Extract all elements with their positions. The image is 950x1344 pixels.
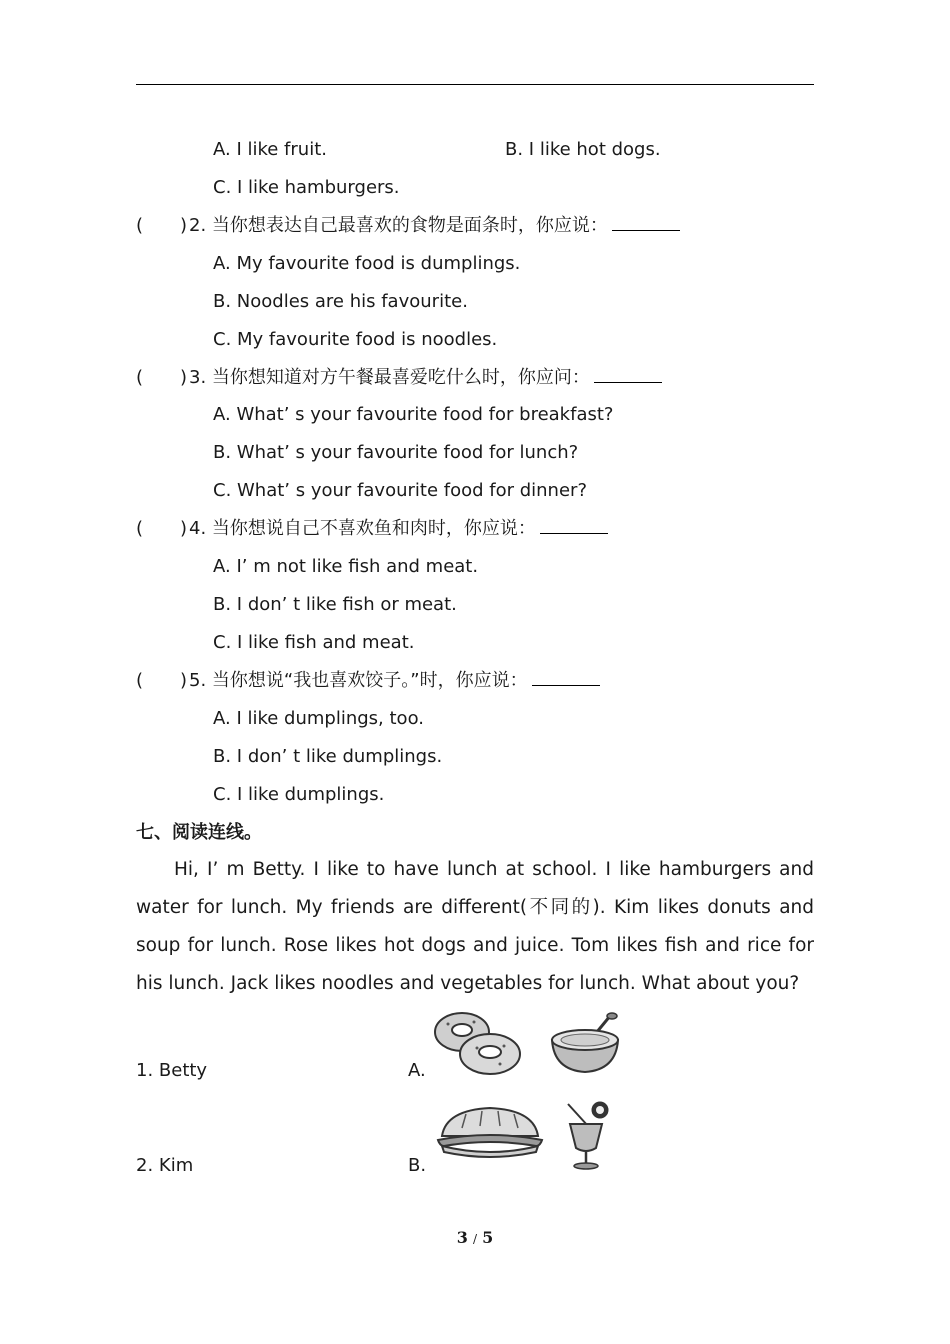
- answer-paren[interactable]: (: [136, 215, 144, 236]
- q5-option-c[interactable]: C. I like dumplings.: [213, 784, 385, 805]
- juice-glass-icon[interactable]: [558, 1098, 614, 1172]
- answer-blank[interactable]: [594, 366, 662, 383]
- answer-paren[interactable]: (: [136, 670, 144, 691]
- q2-option-a[interactable]: A. My favourite food is dumplings.: [213, 253, 521, 274]
- q2-option-b[interactable]: B. Noodles are his favourite.: [213, 291, 468, 312]
- answer-blank[interactable]: [540, 517, 608, 534]
- question-3: ( ) 3. 当你想知道对方午餐最喜爱吃什么时，你应问：: [136, 366, 662, 390]
- question-5: ( ) 5. 当你想说“我也喜欢饺子。”时，你应说：: [136, 669, 600, 693]
- match-option-a-label[interactable]: A.: [408, 1060, 426, 1081]
- match-item-kim[interactable]: 2. Kim: [136, 1155, 194, 1176]
- q3-option-b[interactable]: B. What’ s your favourite food for lunch?: [213, 442, 579, 463]
- q4-option-c[interactable]: C. I like fish and meat.: [213, 632, 415, 653]
- answer-paren[interactable]: (: [136, 518, 144, 539]
- q5-option-b[interactable]: B. I don’ t like dumplings.: [213, 746, 443, 767]
- question-text: 2. 当你想表达自己最喜欢的食物是面条时，你应说：: [189, 215, 608, 236]
- hot-dog-icon[interactable]: [436, 1102, 544, 1160]
- answer-blank[interactable]: [612, 214, 680, 231]
- question-text: 4. 当你想说自己不喜欢鱼和肉时，你应说：: [189, 518, 536, 539]
- question-2: ( ) 2. 当你想表达自己最喜欢的食物是面条时，你应说：: [136, 214, 680, 238]
- q3-option-a[interactable]: A. What’ s your favourite food for breakfast?: [213, 404, 614, 425]
- answer-paren[interactable]: (: [136, 367, 144, 388]
- q3-option-c[interactable]: C. What’ s your favourite food for dinner?: [213, 480, 587, 501]
- question-4: ( ) 4. 当你想说自己不喜欢鱼和肉时，你应说：: [136, 517, 608, 541]
- header-rule: [136, 84, 814, 85]
- match-item-betty[interactable]: 1. Betty: [136, 1060, 208, 1081]
- soup-bowl-icon[interactable]: [548, 1010, 622, 1078]
- q5-option-a[interactable]: A. I like dumplings, too.: [213, 708, 424, 729]
- page-number: 3 / 5: [456, 1228, 494, 1247]
- q1-option-b[interactable]: B. I like hot dogs.: [505, 139, 661, 160]
- section-heading: 七、阅读连线。: [136, 822, 262, 843]
- q1-option-a[interactable]: A. I like fruit.: [213, 139, 327, 160]
- q1-option-c[interactable]: C. I like hamburgers.: [213, 177, 400, 198]
- match-option-b-label[interactable]: B.: [408, 1155, 427, 1176]
- question-text: 5. 当你想说“我也喜欢饺子。”时，你应说：: [189, 670, 528, 691]
- q2-option-c[interactable]: C. My favourite food is noodles.: [213, 329, 498, 350]
- question-text: 3. 当你想知道对方午餐最喜爱吃什么时，你应问：: [189, 367, 590, 388]
- q4-option-b[interactable]: B. I don’ t like fish or meat.: [213, 594, 457, 615]
- donuts-icon[interactable]: [432, 1010, 526, 1078]
- reading-passage: Hi, I’ m Betty. I like to have lunch at school. I like hamburgers and water for lunch. My friends are different(不同的). Kim likes donuts and soup for lunch. Rose likes hot dogs and juice. Tom likes fish and rice for his lunch. Jack likes noodles and vegetables for lunch. What about you?: [136, 859, 814, 994]
- answer-blank[interactable]: [532, 669, 600, 686]
- q4-option-a[interactable]: A. I’ m not like fish and meat.: [213, 556, 479, 577]
